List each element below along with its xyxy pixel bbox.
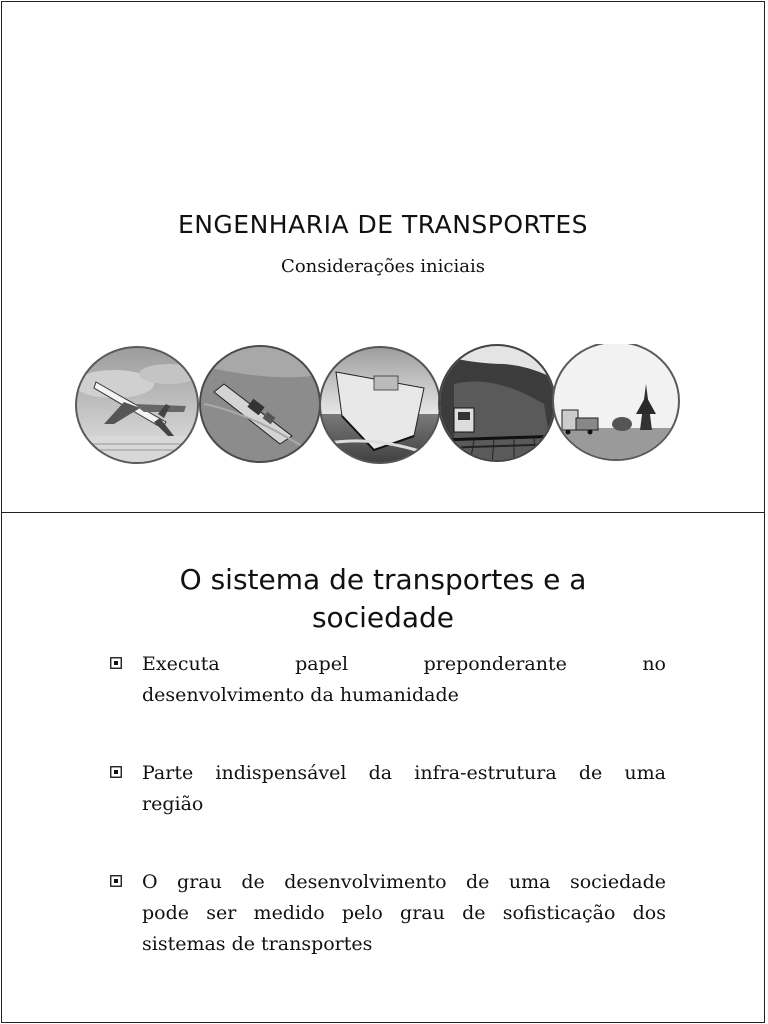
square-bullet-icon bbox=[110, 766, 122, 778]
slide-heading-line-2: sociedade bbox=[311, 601, 455, 634]
bullet-text-line: região bbox=[142, 793, 204, 815]
bullet-text-line: pode ser medido pelo grau de sofisticação dos bbox=[142, 902, 666, 924]
bullet-list bbox=[110, 649, 666, 1007]
square-bullet-icon bbox=[110, 875, 122, 887]
truck-image bbox=[550, 344, 684, 466]
bullet-text-line: Executa papel preponderante no bbox=[142, 653, 666, 675]
slide-title: ENGENHARIA DE TRANSPORTES bbox=[177, 210, 589, 239]
slide-1 bbox=[1, 1, 765, 513]
airplane-image bbox=[74, 344, 200, 466]
container-ship-image bbox=[194, 344, 324, 466]
slide-heading-line-1: O sistema de transportes e a bbox=[179, 563, 587, 596]
bullet-item bbox=[110, 867, 666, 960]
bullet-text-line: desenvolvimento da humanidade bbox=[142, 684, 459, 706]
cargo-ship-image bbox=[314, 344, 444, 466]
bullet-text-line: Parte indispensável da infra-estrutura de uma bbox=[142, 762, 666, 784]
transport-images-strip bbox=[74, 344, 684, 466]
slide-heading bbox=[2, 561, 764, 637]
train-image bbox=[434, 344, 564, 466]
slide-subtitle: Considerações iniciais bbox=[281, 256, 485, 277]
slide-2 bbox=[1, 512, 765, 1023]
square-bullet-icon bbox=[110, 657, 122, 669]
bullet-text-line: O grau de desenvolvimento de uma sociedade bbox=[142, 871, 666, 893]
bullet-item bbox=[110, 649, 666, 711]
bullet-text-line: sistemas de transportes bbox=[142, 933, 373, 955]
bullet-item bbox=[110, 758, 666, 820]
